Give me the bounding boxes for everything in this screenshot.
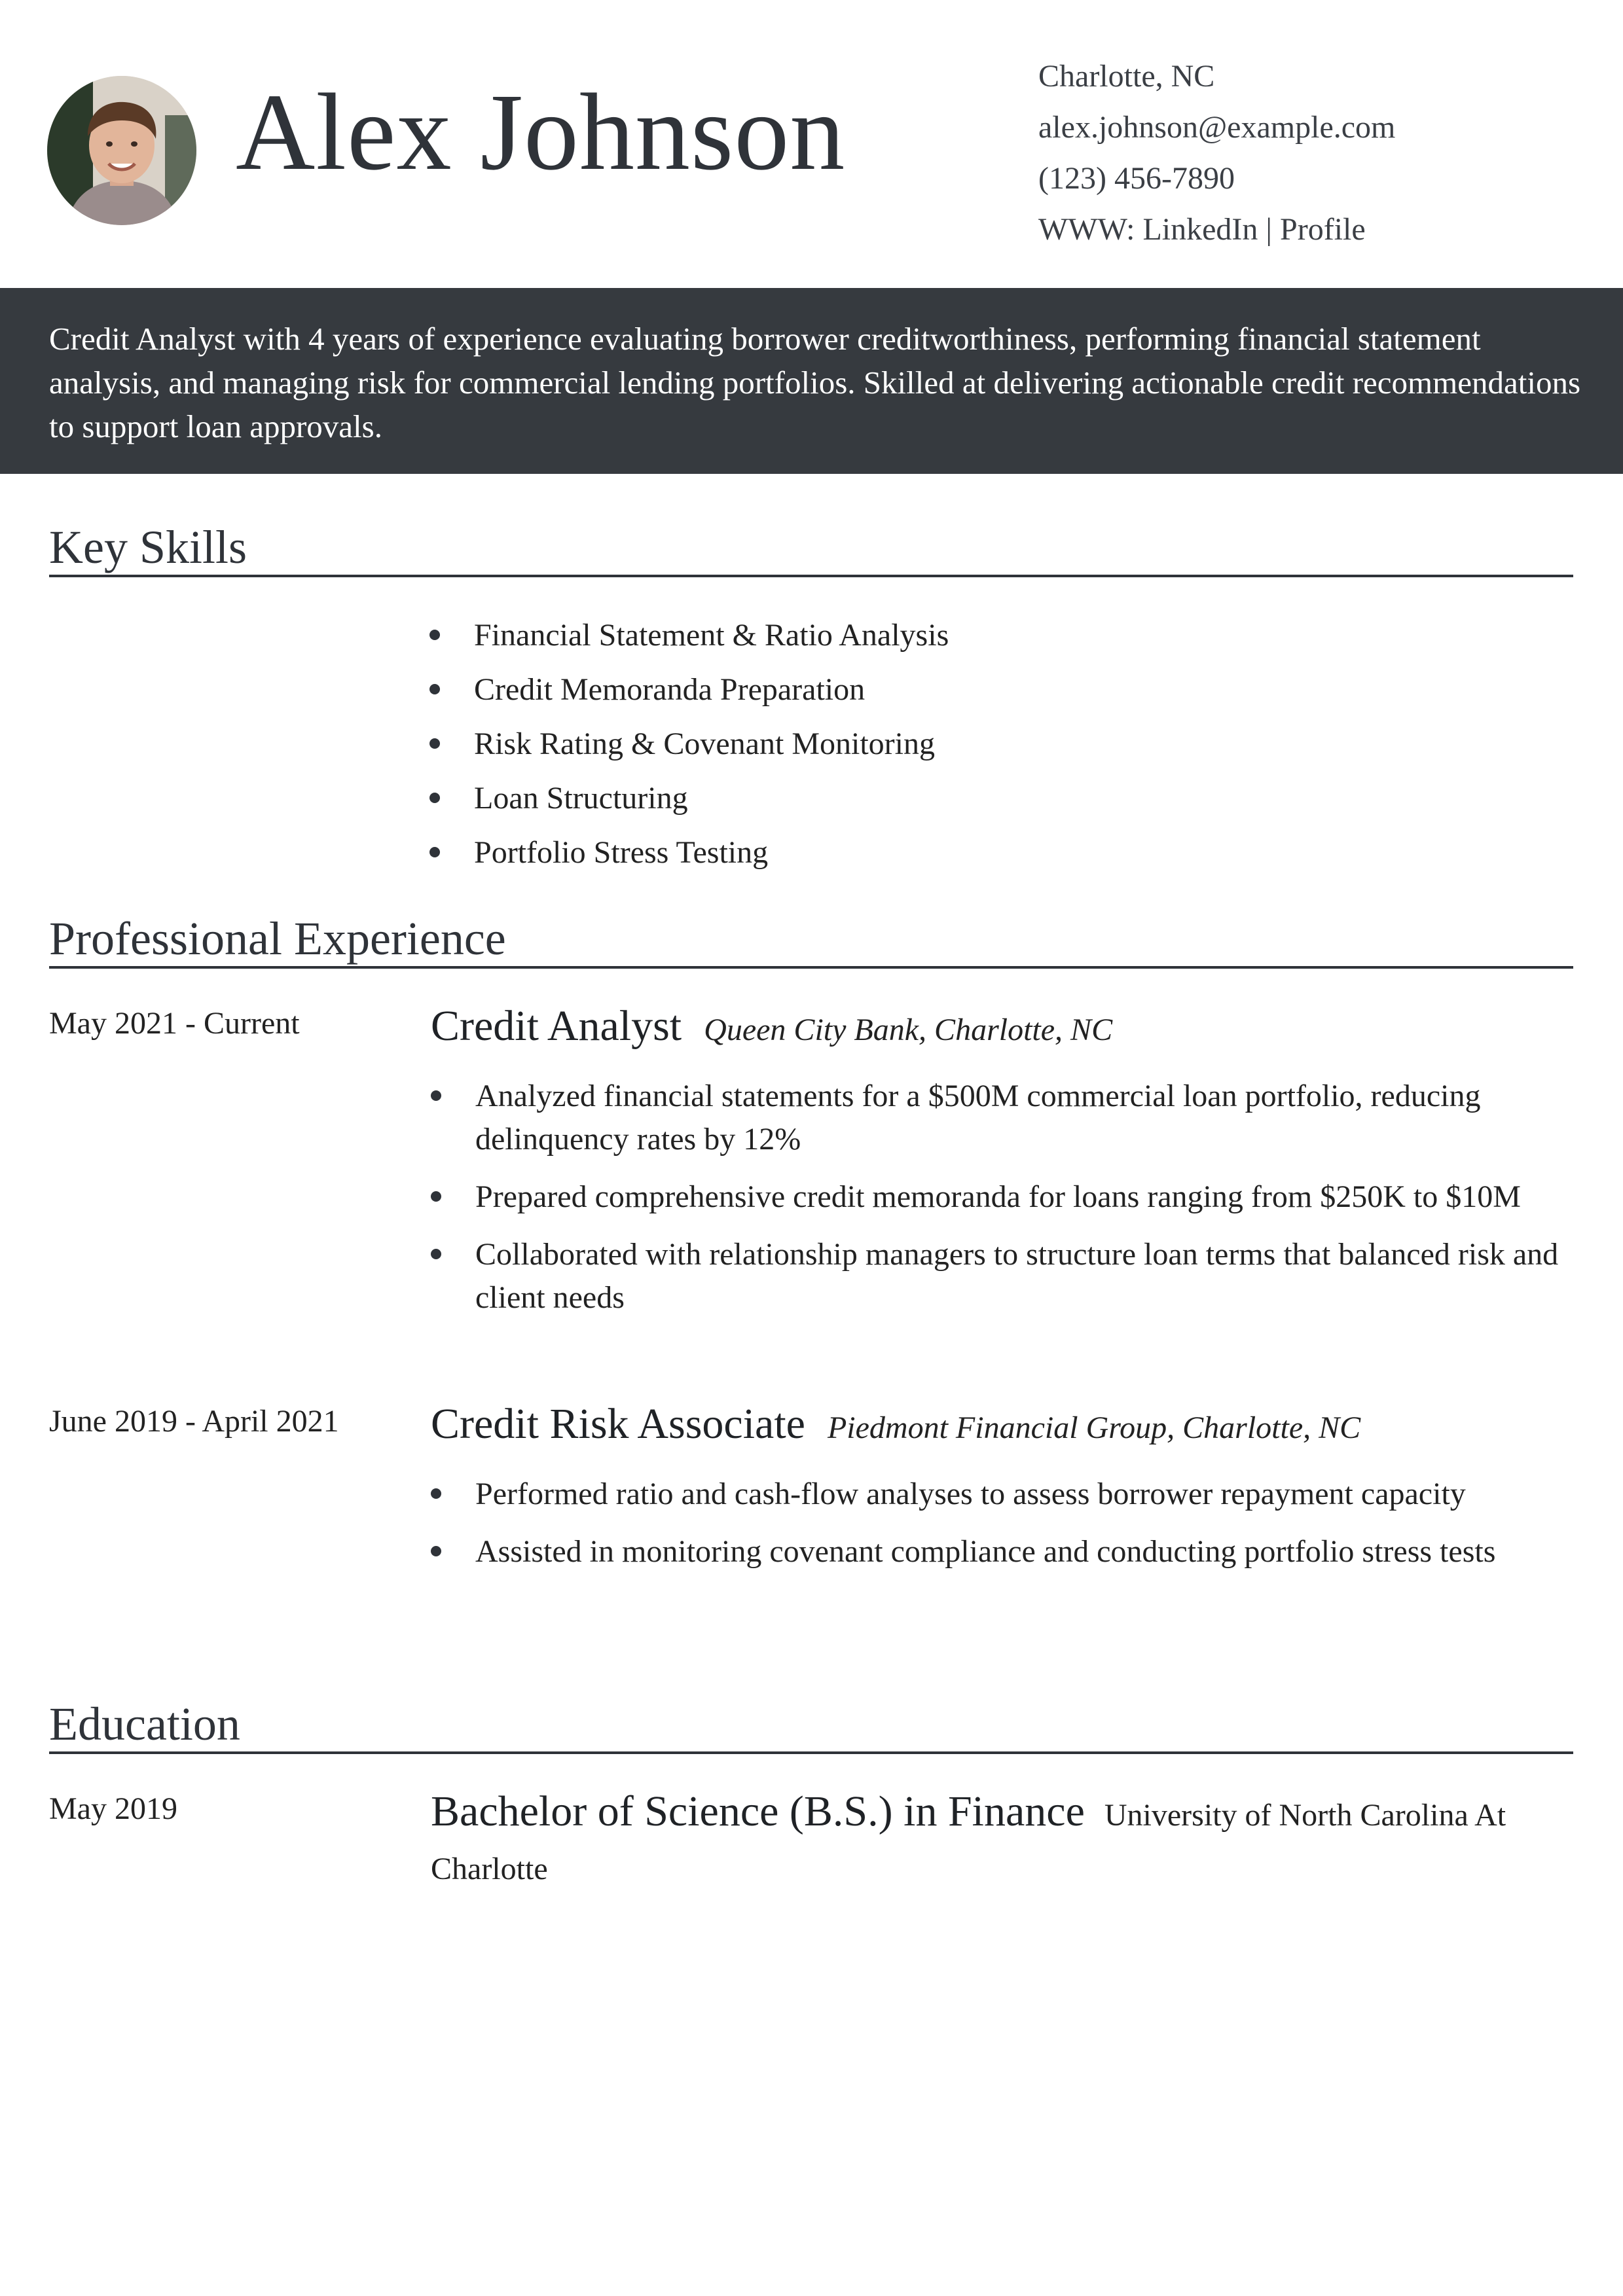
skill-text: Financial Statement & Ratio Analysis (474, 618, 949, 653)
candidate-name: Alex Johnson (236, 71, 846, 193)
profile-photo-illustration (47, 76, 196, 225)
skill-text: Portfolio Stress Testing (474, 835, 769, 870)
skill-text: Risk Rating & Covenant Monitoring (474, 726, 935, 761)
list-item (429, 831, 949, 874)
education-date: May 2019 (49, 1791, 177, 1826)
list-item (431, 1175, 1614, 1219)
contact-web-links[interactable]: WWW: LinkedIn | Profile (1038, 212, 1366, 247)
list-item (429, 777, 949, 820)
education-entry (431, 1787, 1518, 1896)
bullet-text: Collaborated with relationship managers to structure loan terms that balanced risk and client needs (475, 1237, 1559, 1315)
list-item (431, 1233, 1614, 1319)
list-item (429, 614, 949, 657)
bullet-icon (429, 793, 440, 803)
bullet-icon (429, 684, 440, 694)
bullet-text: Prepared comprehensive credit memoranda for loans ranging from $250K to $10M (475, 1179, 1521, 1214)
bullet-text: Assisted in monitoring covenant compliance and conducting portfolio stress tests (475, 1534, 1496, 1569)
section-title-skills: Key Skills (49, 521, 247, 573)
bullet-icon (431, 1191, 441, 1202)
bullet-icon (431, 1249, 441, 1259)
job-heading (431, 1399, 1360, 1449)
resume-header (0, 0, 1623, 288)
summary-text: Credit Analyst with 4 years of experience evaluating borrower creditworthiness, performing financial statement analysis, and managing risk for commercial lending portfolios. Skilled at delivering actionable credit recommendations to support loan approvals. (49, 321, 1581, 444)
section-title-education: Education (49, 1698, 240, 1750)
degree-title: Bachelor of Science (B.S.) in Finance (431, 1787, 1085, 1835)
contact-location: Charlotte, NC (1038, 59, 1215, 94)
bullet-text: Performed ratio and cash-flow analyses to assess borrower repayment capacity (475, 1477, 1466, 1511)
list-item (431, 1075, 1614, 1161)
list-item (431, 1473, 1614, 1516)
bullet-icon (431, 1488, 441, 1499)
job-organization: Queen City Bank, Charlotte, NC (704, 1013, 1113, 1047)
skill-text: Credit Memoranda Preparation (474, 672, 866, 707)
job-title: Credit Risk Associate (431, 1400, 805, 1448)
bullet-icon (431, 1090, 441, 1101)
section-divider (49, 966, 1573, 969)
summary-band (0, 288, 1623, 474)
contact-email[interactable]: alex.johnson@example.com (1038, 110, 1396, 145)
job-organization: Piedmont Financial Group, Charlotte, NC (827, 1410, 1361, 1445)
job-heading (431, 1001, 1112, 1051)
job-dates: May 2021 - Current (49, 1006, 300, 1041)
bullet-icon (429, 738, 440, 749)
list-item (429, 668, 949, 711)
contact-info (1038, 51, 1395, 255)
list-item (429, 723, 949, 766)
section-divider (49, 575, 1573, 577)
section-divider (49, 1751, 1573, 1754)
job-title: Credit Analyst (431, 1002, 682, 1050)
school-name: University of North Carolina At Charlotte (431, 1798, 1506, 1886)
job-bullets (431, 1473, 1614, 1588)
bullet-icon (429, 847, 440, 857)
section-title-experience: Professional Experience (49, 912, 506, 965)
job-dates: June 2019 - April 2021 (49, 1404, 339, 1439)
skill-text: Loan Structuring (474, 781, 688, 816)
skills-list (429, 614, 949, 886)
contact-phone: (123) 456-7890 (1038, 161, 1235, 196)
job-bullets (431, 1075, 1614, 1334)
list-item (431, 1530, 1614, 1573)
profile-photo (47, 76, 196, 225)
bullet-icon (429, 630, 440, 640)
bullet-icon (431, 1546, 441, 1556)
bullet-text: Analyzed financial statements for a $500M commercial loan portfolio, reducing delinquency rates by 12% (475, 1079, 1481, 1157)
